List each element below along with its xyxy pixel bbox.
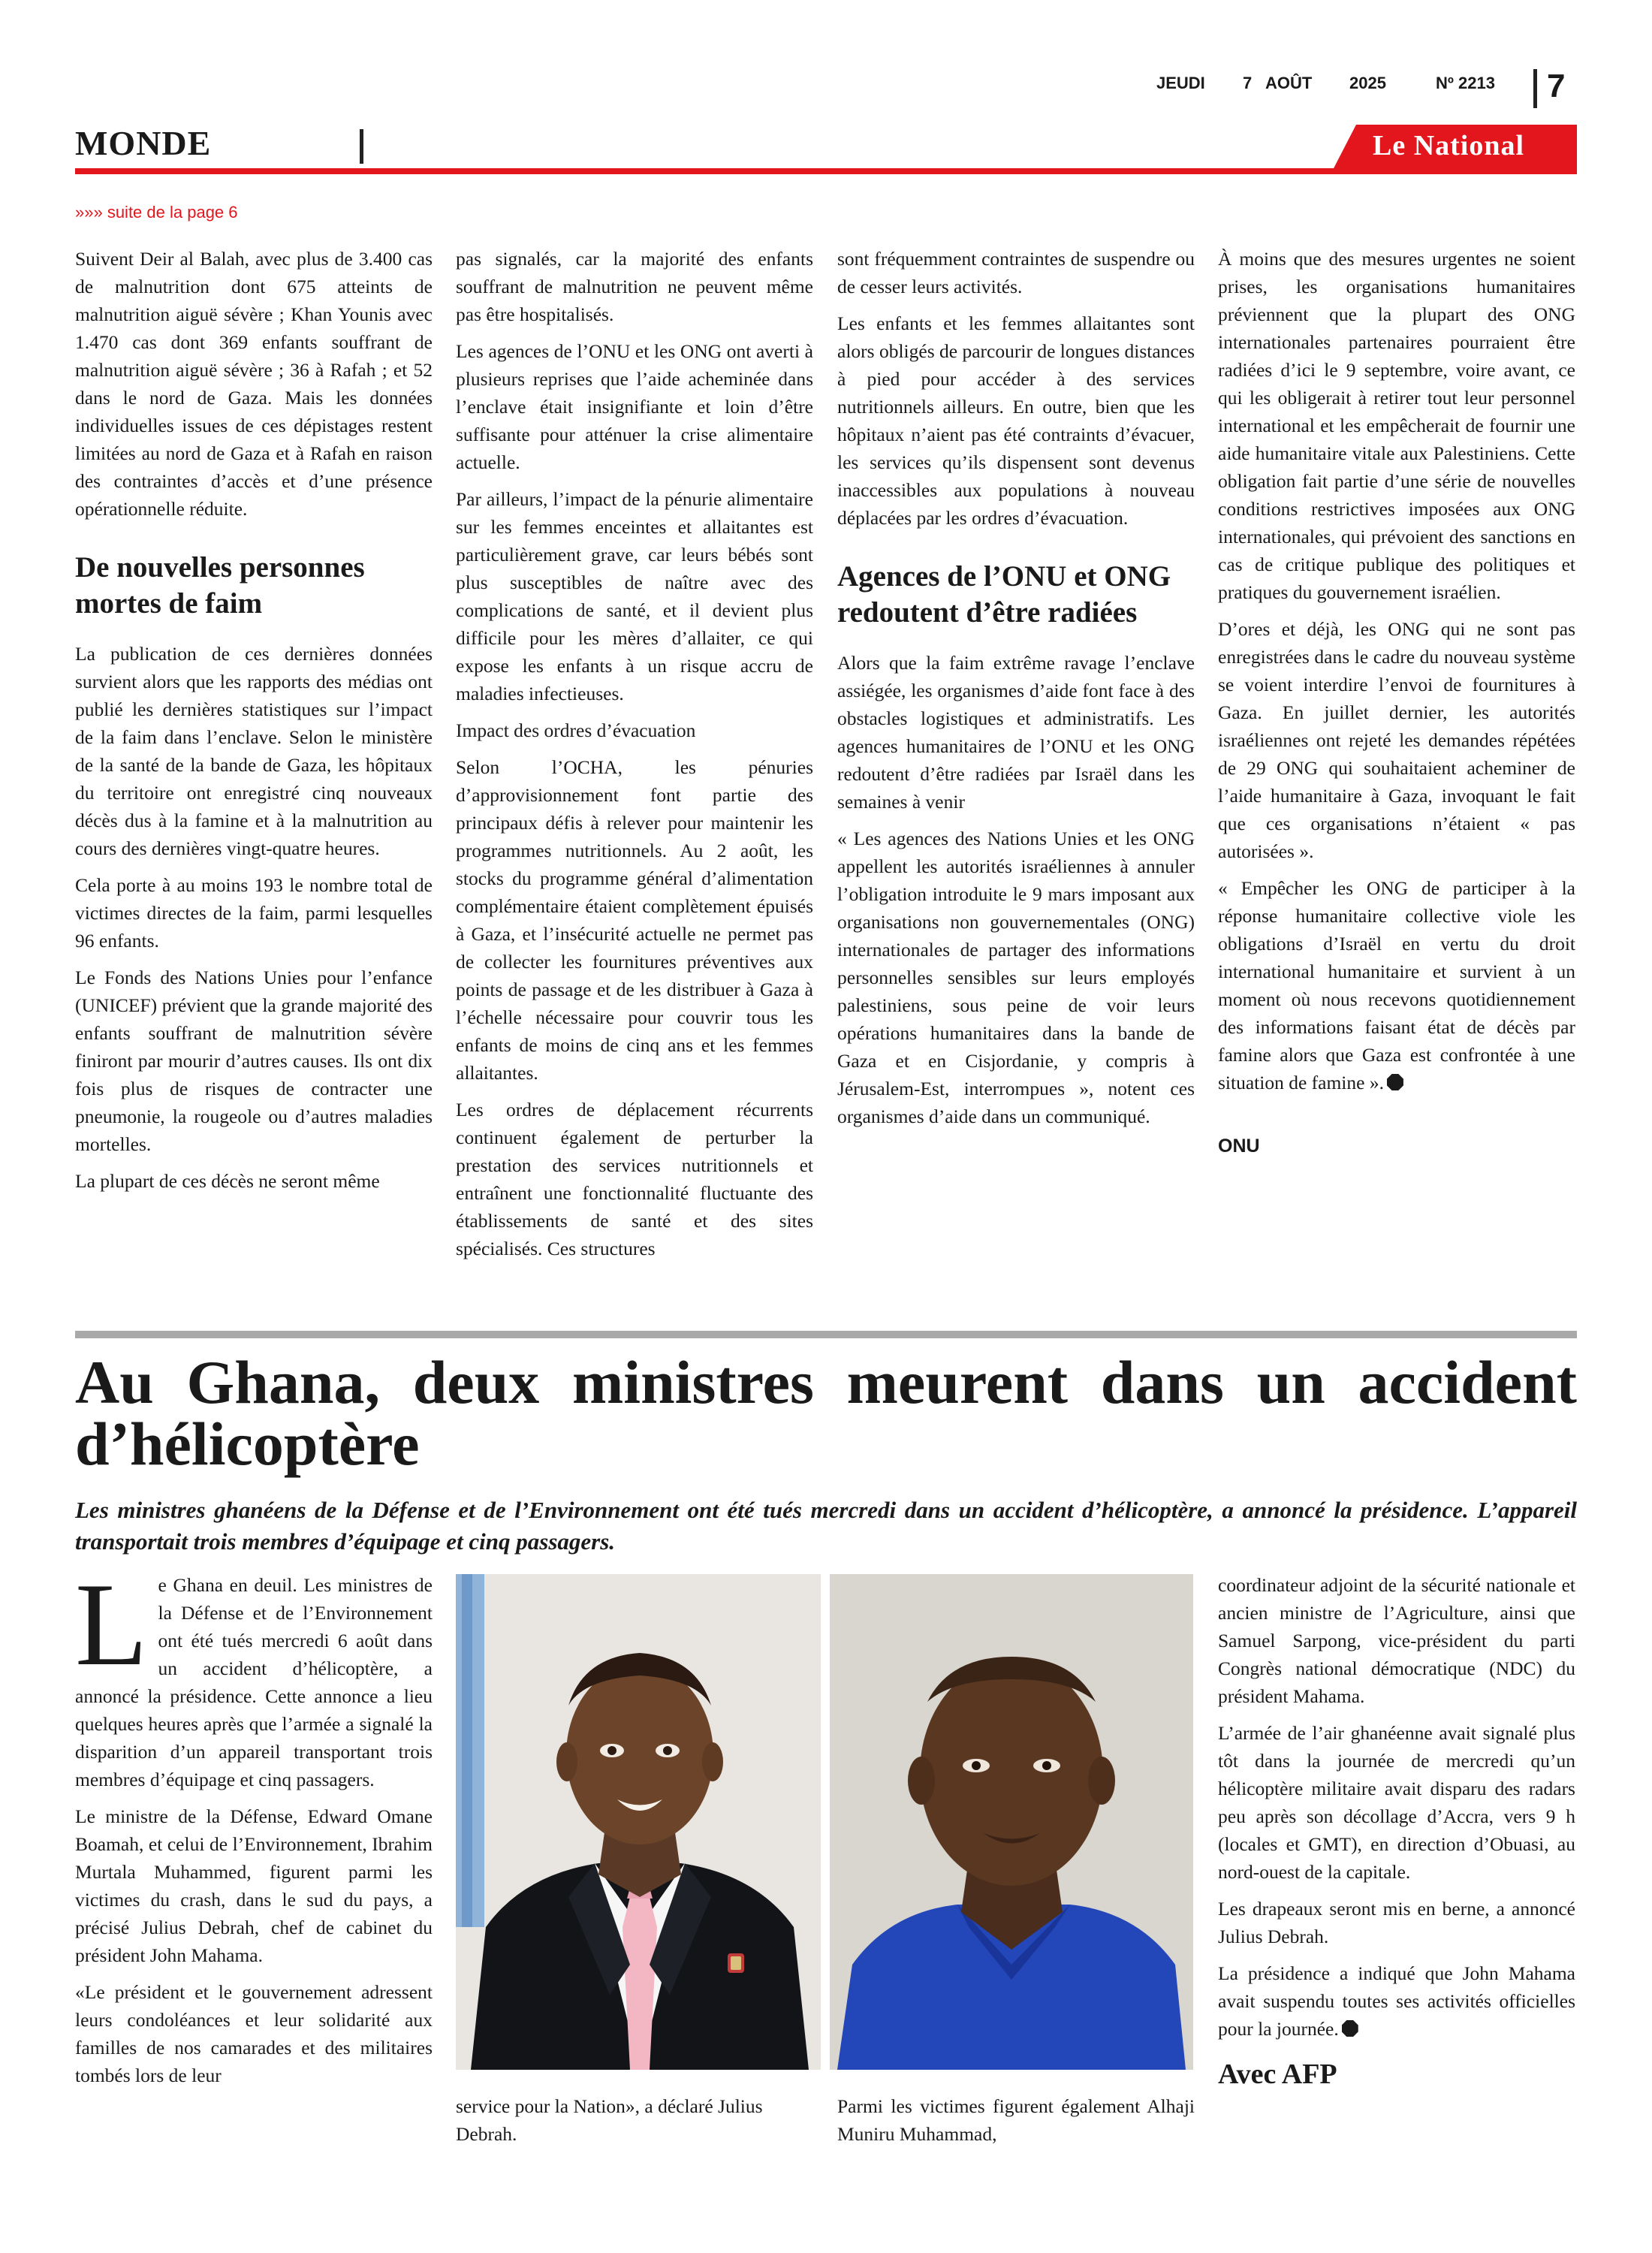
page-number: 7	[1547, 68, 1566, 104]
paragraph: service pour la Nation», a déclaré Julius Debrah.	[456, 2095, 763, 2145]
issue-year: 2025	[1349, 74, 1386, 92]
article2-column-3	[837, 2092, 1195, 2157]
article1-column-2	[456, 245, 813, 1271]
paragraph: « Les agences des Nations Unies et les ONG appellent les autorités israéliennes à annuler l’obligation introduite le 9 mars imposant aux organisations non gouvernementales (ONG) internationales de partager des informations personnelles sensibles sur leurs employés palestiniens, sous peine de voir leurs opérations humanitaires dans la bande de Gaza et en Cisjordanie, y compris à Jérusalem-Est, interrompues », notent ces organismes d’aide dans un communiqué.	[837, 828, 1195, 1127]
issue-number: Nº 2213	[1436, 74, 1495, 92]
paragraph: Parmi les victimes figurent également Alhaji Muniru Muhammad,	[837, 2095, 1195, 2145]
paragraph: D’ores et déjà, les ONG qui ne sont pas enregistrées dans le cadre du nouveau système se voient interdire l’envoi de fournitures à Gaza. En juillet dernier, les autorités israéliennes ont rejeté les demandes répétées de 29 ONG qui souhaitaient acheminer de l’aide humanitaire à Gaza, invoquant le fait que ces organisations n’étaient « pas autorisées ».	[1218, 618, 1575, 862]
article2-column-4	[1218, 1571, 1575, 2098]
paragraph-text: La présidence a indiqué que John Mahama avait suspendu toutes ses activités officielles pour la journée.	[1218, 1962, 1575, 2040]
header-divider	[1533, 69, 1537, 108]
article1-column-1	[75, 245, 433, 1204]
article2-column-2	[456, 2092, 813, 2157]
paragraph: La publication de ces dernières données survient alors que les rapports des médias ont publié les dernières statistiques sur l’impact de la faim dans l’enclave. Selon le ministère de la santé de la bande de Gaza, les hôpitaux du territoire ont enregistré cinq nouveaux décès dus à la famine et à la malnutrition au cours des dernières vingt-quatre heures.	[75, 643, 433, 859]
portrait-2-illustration	[830, 1574, 1193, 2070]
article2-column-1	[75, 1559, 433, 2098]
paragraph: Par ailleurs, l’impact de la pénurie alimentaire sur les femmes enceintes et allaitantes est particulièrement grave, car leurs bébés sont plus susceptibles de naître avec des complications de santé, et il devient plus difficile pour les mères d’allaiter, ce qui expose les enfants à un risque accru de maladies infectieuses.	[456, 488, 813, 704]
end-mark-icon	[1342, 2020, 1358, 2037]
subheading: De nouvelles personnes mortes de faim	[75, 551, 365, 620]
inline-subheading: Impact des ordres d’évacuation	[456, 719, 696, 741]
paragraph: Alors que la faim extrême ravage l’enclave assiégée, les organismes d’aide font face à des obstacles logistiques et administratifs. Les agences humanitaires de l’ONU et les ONG redoutent d’être radiées par Israël dans les semaines à venir	[837, 652, 1195, 813]
paragraph: Le Fonds des Nations Unies pour l’enfance (UNICEF) prévient que la grande majorité des enfants souffrant de malnutrition sévère finiront par mourir d’autres causes. Ils ont dix fois plus de risques de contracter une pneumonie, la rougeole ou d’autres maladies mortelles.	[75, 967, 433, 1155]
paragraph: pas signalés, car la majorité des enfants souffrant de malnutrition ne peuvent même pas être hospitalisés.	[456, 248, 813, 325]
article1-column-4	[1218, 245, 1575, 1169]
continuation-note: »»» suite de la page 6	[75, 203, 238, 222]
portrait-1-illustration	[456, 1574, 821, 2070]
article-signature: ONU	[1218, 1136, 1260, 1157]
paragraph: À moins que des mesures urgentes ne soient prises, les organisations humanitaires préviennent que la plupart des ONG internationales partenaires pourraient être radiées d’ici le 9 septembre, voire avant, ce qui les obligerait à retirer tout leur personnel international et les empêcherait de fournir une aide humanitaire vitale aux Palestiniens. Cette obligation fait partie d’une série de nouvelles conditions restrictives imposées aux ONG internationales, qui prévoient des sanctions en cas de critique publique des politiques et pratiques du gouvernement israélien.	[1218, 248, 1575, 603]
paragraph: coordinateur adjoint de la sécurité nationale et ancien ministre de l’Agriculture, ainsi que Samuel Sarpong, vice-président du parti Congrès national démocratique (NDC) du président Mahama.	[1218, 1574, 1575, 1707]
paragraph: La plupart de ces décès ne seront même	[75, 1170, 380, 1192]
paragraph: L’armée de l’air ghanéenne avait signalé plus tôt dans la journée de mercredi qu’un hélicoptère militaire avait disparu des radars peu après son décollage d’Accra, vers 9 h (locales et GMT), en direction d’Obuasi, au nord-ouest de la capitale.	[1218, 1722, 1575, 1883]
article-divider	[75, 1331, 1577, 1338]
subheading: Agences de l’ONU et ONG redoutent d’être radiées	[837, 560, 1171, 629]
paragraph: «Le président et le gouvernement adressent leurs condoléances et leur solidarité aux familles de nos camarades et des militaires tombés lors de leur	[75, 1981, 433, 2086]
brand-name: Le National	[1373, 130, 1525, 161]
paragraph: Selon l’OCHA, les pénuries d’approvisionnement font partie des principaux défis à relever pour maintenir les programmes nutritionnels. Au 2 août, les stocks du programme général d’alimentation complémentaire étaient complètement épuisés à Gaza, et l’insécurité actuelle ne permet pas de collecter les fournitures préventives aux points de passage et de les distribuer à Gaza à l’échelle nécessaire pour couvrir tous les enfants de moins de cinq ans et les femmes allaitantes.	[456, 756, 813, 1084]
end-mark-icon	[1387, 1074, 1403, 1090]
paragraph: Suivent Deir al Balah, avec plus de 3.400 cas de malnutrition dont 675 atteints de malnutrition aiguë sévère ; Khan Younis avec 1.470 cas dont 369 enfants souffrant de malnutrition aiguë sévère ; 36 à Rafah ; et 52 dans le nord de Gaza. Mais les données individuelles issues de ces dépistages restent limitées au nord de Gaza et à Rafah en raison des contraintes d’accès et d’une présence opérationnelle réduite.	[75, 248, 433, 520]
paragraph	[1218, 1959, 1575, 2043]
drop-cap: L	[75, 1559, 148, 1691]
paragraph: Les agences de l’ONU et les ONG ont averti à plusieurs reprises que l’aide acheminée dans l’enclave était insignifiante et loin d’être suffisante pour atténuer la crise alimentaire actuelle.	[456, 340, 813, 473]
article1-column-3	[837, 245, 1195, 1139]
minister-photo-2	[830, 1574, 1193, 2070]
article-signature: Avec AFP	[1218, 2058, 1337, 2090]
issue-day: JEUDI	[1156, 74, 1205, 92]
section-title: MONDE	[75, 124, 212, 162]
paragraph: Cela porte à au moins 193 le nombre total de victimes directes de la faim, parmi lesquelles 96 enfants.	[75, 874, 433, 952]
section-divider	[360, 129, 363, 164]
article-standfirst: Les ministres ghanéens de la Défense et de l’Environnement ont été tués mercredi dans un accident d’hélicoptère, a annoncé la présidence. L’appareil transportait trois membres d’équipage et cinq passagers.	[75, 1497, 1577, 1555]
paragraph-text: « Empêcher les ONG de participer à la réponse humanitaire collective viole les obligations d’Israël en vertu du droit international humanitaire et survient à un moment où nous recevons quotidiennement des informations faisant état de décès par famine alors que Gaza est confrontée à une situation de famine ».	[1218, 877, 1575, 1093]
paragraph: sont fréquemment contraintes de suspendre ou de cesser leurs activités.	[837, 248, 1195, 297]
issue-month: AOÛT	[1265, 74, 1313, 92]
paragraph: Les enfants et les femmes allaitantes sont alors obligés de parcourir de longues distances à pied pour accéder à des services nutritionnels ailleurs. En outre, bien que les hôpitaux n’aient pas été contraints d’évacuer, les services qu’ils dispensent sont devenus inaccessibles aux populations à nouveau déplacées par les ordres d’évacuation.	[837, 312, 1195, 529]
minister-photo-1	[456, 1574, 821, 2070]
paragraph	[1218, 874, 1575, 1096]
section-rule	[75, 168, 1577, 174]
paragraph-text: e Ghana en deuil. Les ministres de la Défense et de l’Environnement ont été tués mercredi 6 août dans un accident d’hélicoptère, a annoncé la présidence. Cette annonce a lieu quelques heures après que l’armée a signalé la disparition d’un appareil transportant trois membres d’équipage et cinq passagers.	[75, 1574, 433, 1790]
paragraph	[75, 1559, 433, 1793]
paragraph: Les ordres de déplacement récurrents continuent également de perturber la prestation des services nutritionnels et entraînent une fonctionnalité fluctuante des établissements de santé et des sites spécialisés. Ces structures	[456, 1099, 813, 1259]
paragraph: Le ministre de la Défense, Edward Omane Boamah, et celui de l’Environnement, Ibrahim Murtala Muhammed, figurent parmi les victimes du crash, dans le sud du pays, a précisé Julius Debrah, chef de cabinet du président John Mahama.	[75, 1805, 433, 1966]
issue-date-number: 7	[1243, 74, 1253, 92]
article-headline: Au Ghana, deux ministres meurent dans un accident d’hélicoptère	[75, 1348, 1577, 1478]
paragraph: Les drapeaux seront mis en berne, a annoncé Julius Debrah.	[1218, 1898, 1575, 1947]
